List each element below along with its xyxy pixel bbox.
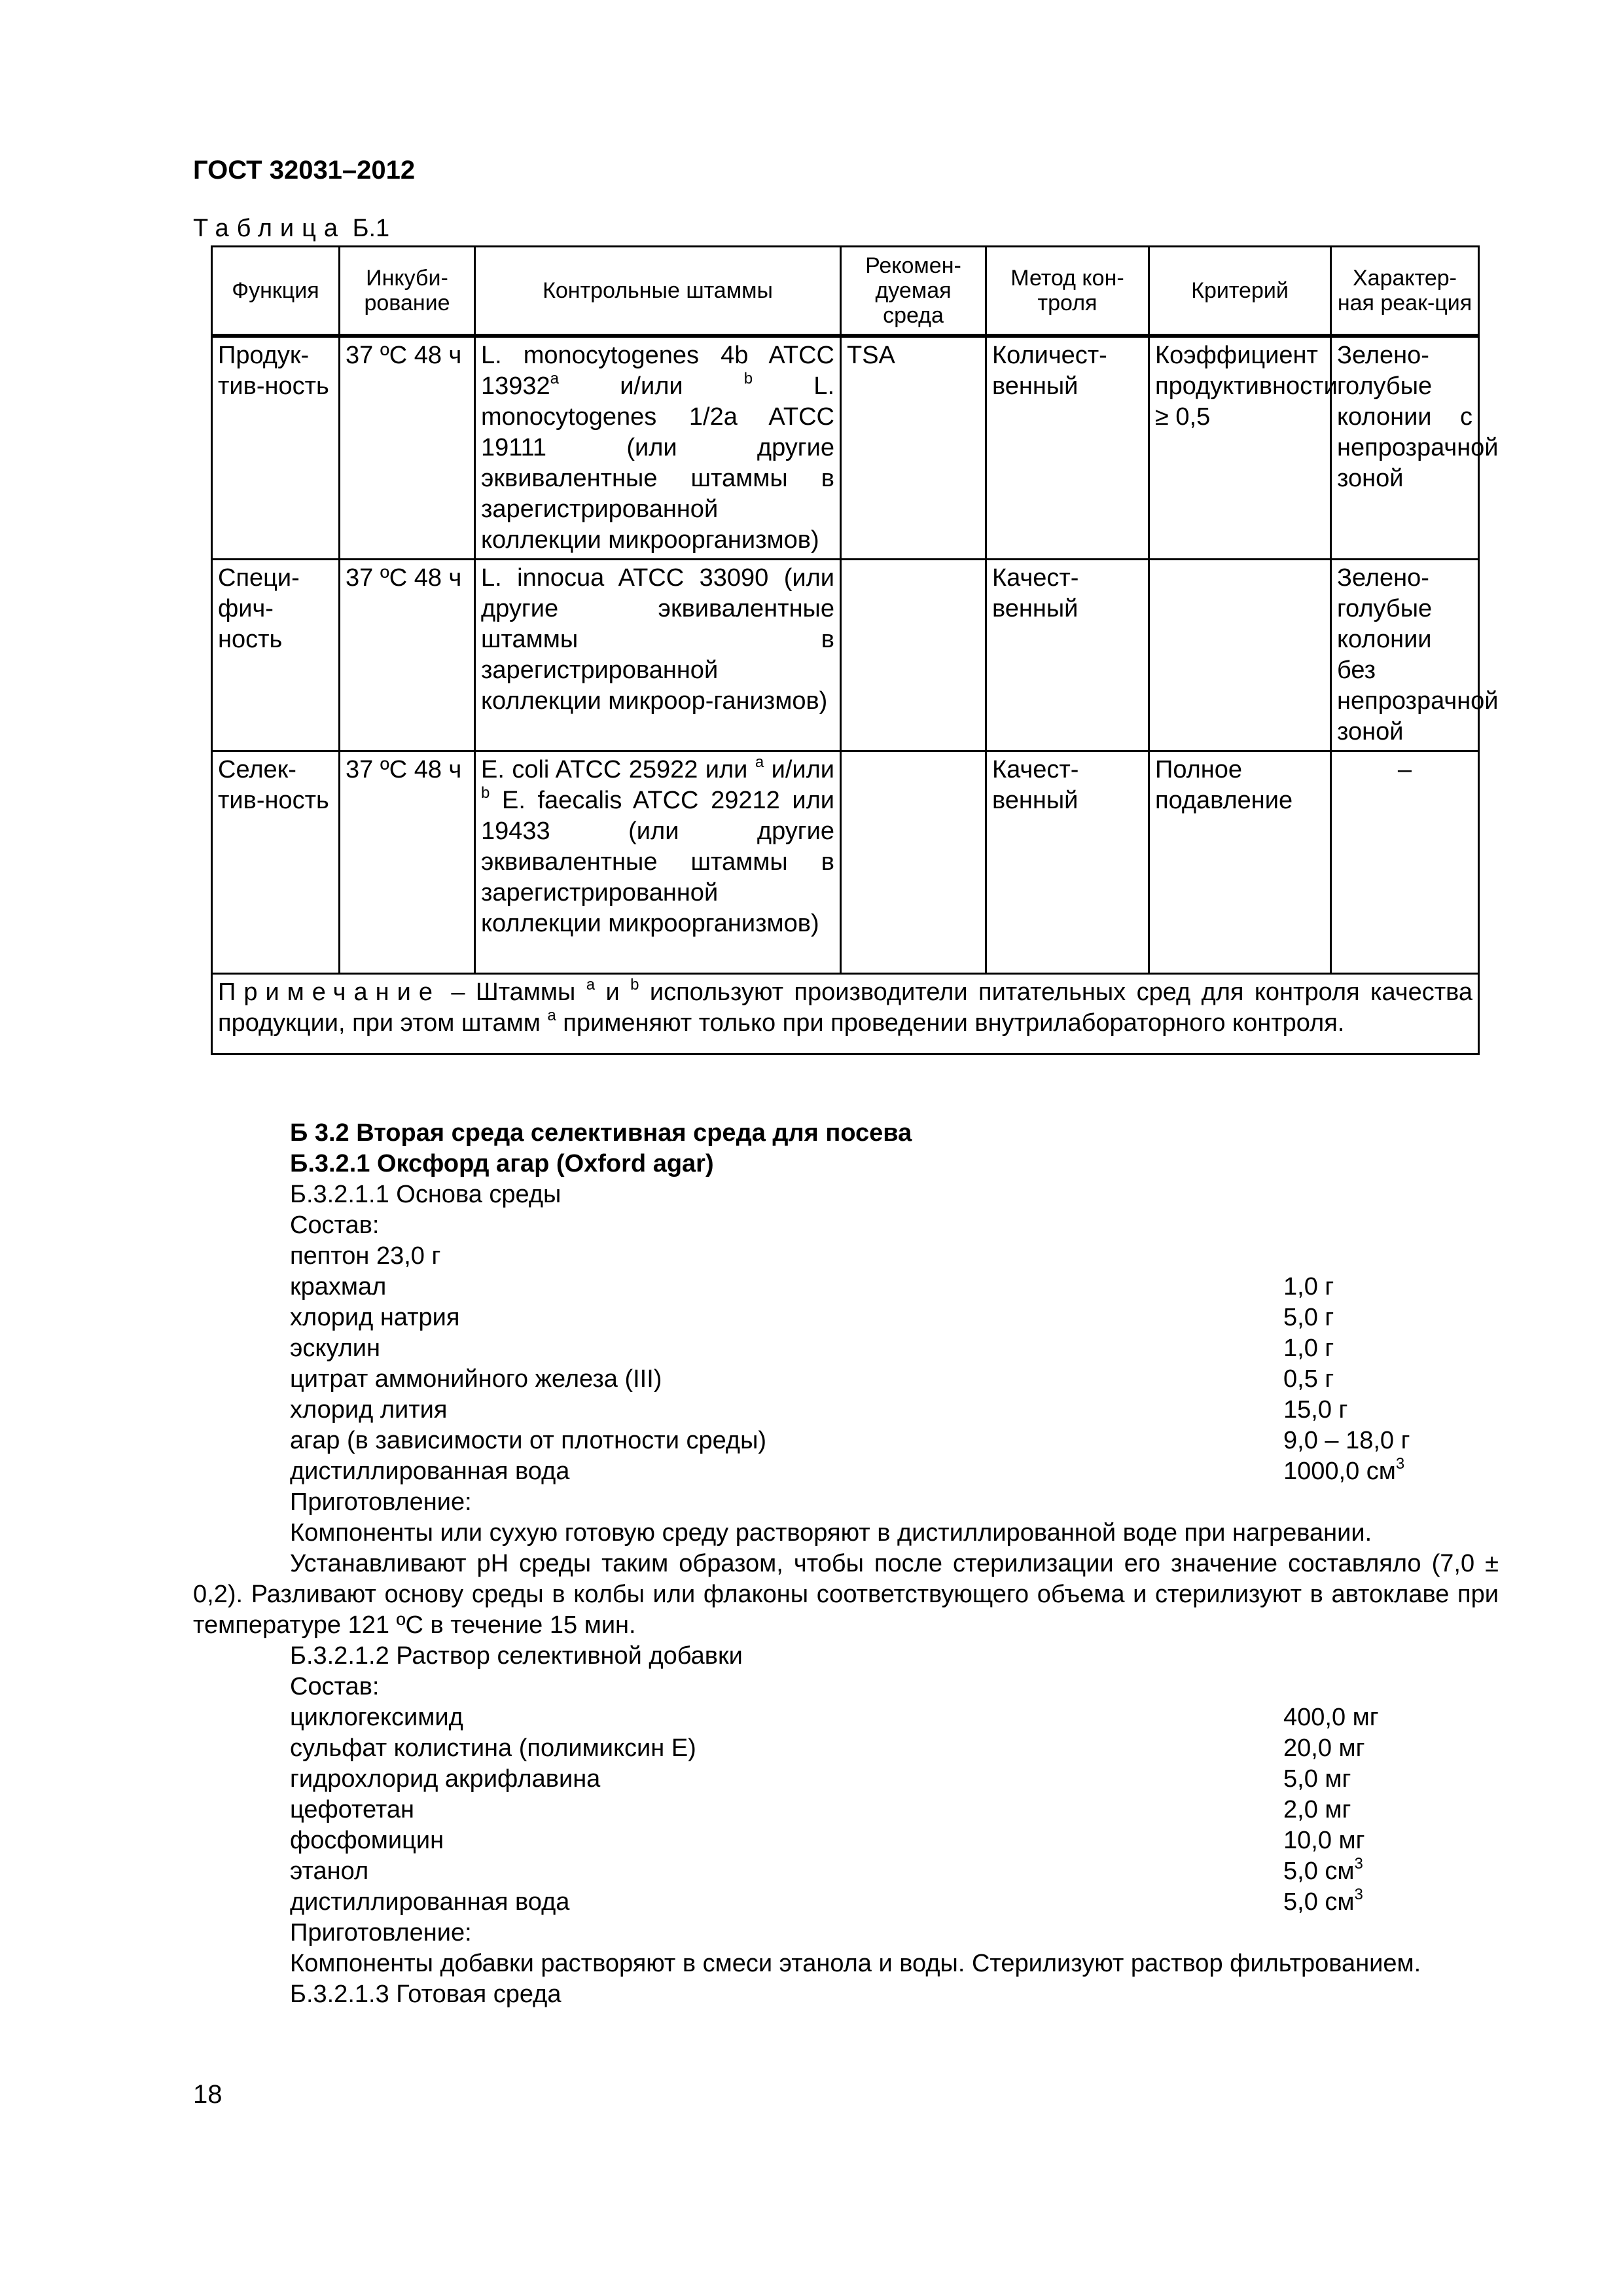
- col-header-method: Метод кон-троля: [986, 247, 1149, 336]
- cell-incubation: 37 ºС 48 ч: [340, 751, 475, 974]
- cell-function: Селек-тив-ность: [212, 751, 340, 974]
- cell-incubation: 37 ºС 48 ч: [340, 560, 475, 751]
- table-caption: [193, 215, 389, 243]
- clause-ready-medium: Б.3.2.1.3 Готовая среда: [290, 1981, 562, 2008]
- col-header-medium: Рекомен-дуемая среда: [841, 247, 986, 336]
- cell-reaction: Зелено-голубые колонии с непрозрачной зоной: [1331, 336, 1479, 560]
- table-row: [212, 751, 1479, 974]
- clause-additive: Б.3.2.1.2 Раствор селективной добавки: [290, 1642, 743, 1670]
- ingredient-row: хлорид лития 15,0 г: [290, 1396, 1348, 1424]
- table-note: Примечание – Штаммы $^a$ и $^b$ используют производители питательных сред для контроля качества продукции, при этом штамм $^a$ применяют только при проведении внутрилабораторного контроля.: [212, 974, 1479, 1054]
- ingredient-row: этанол 5,0 $см^3$: [290, 1855, 1363, 1885]
- subsection-heading: Б.3.2.1 Оксфорд агар (Oxford agar): [290, 1150, 714, 1177]
- col-header-strains: Контрольные штаммы: [475, 247, 841, 336]
- table-row: [212, 560, 1479, 751]
- col-header-criterion: Критерий: [1149, 247, 1331, 336]
- note-label: Примечание: [218, 978, 440, 1006]
- cell-method: Количест-венный: [986, 336, 1149, 560]
- document-header: ГОСТ 32031–2012: [193, 156, 416, 185]
- preparation-label: Приготовление:: [290, 1919, 472, 1946]
- col-header-reaction: Характер-ная реак-ция: [1331, 247, 1479, 336]
- ingredient-row: агар (в зависимости от плотности среды) 9,0 – 18,0 г: [290, 1427, 1410, 1454]
- ingredient-row: хлорид натрия 5,0 г: [290, 1304, 1334, 1331]
- ingredient-row: цефотетан 2,0 мг: [290, 1796, 1351, 1823]
- col-header-incubation: Инкуби-рование: [340, 247, 475, 336]
- cell-method: Качест-венный: [986, 751, 1149, 974]
- ingredient-row: цитрат аммонийного железа (III) 0,5 г: [290, 1365, 1334, 1393]
- ingredient-peptone: пептон 23,0 г: [290, 1242, 441, 1270]
- table-caption-number: Б.1: [352, 215, 390, 242]
- col-header-function: Функция: [212, 247, 340, 336]
- ingredient-row: эскулин 1,0 г: [290, 1335, 1334, 1362]
- preparation-text: Устанавливают рН среды таким образом, чтобы после стерилизации его значение составляло (7,0 ± 0,2). Разливают основу среды в колбы или флаконы соответствующего объема и стерилизуют в автоклаве при температуре 121 ºС в течение 15 мин.: [193, 1550, 1499, 1639]
- ingredient-row: гидрохлорид акрифлавина 5,0 мг: [290, 1765, 1351, 1793]
- cell-reaction: –: [1331, 751, 1479, 974]
- ingredient-row: сульфат колистина (полимиксин Е) 20,0 мг: [290, 1734, 1365, 1762]
- section-body: [193, 1118, 1499, 2010]
- control-strains-table: [211, 245, 1499, 1055]
- preparation-text: Компоненты или сухую готовую среду растворяют в дистиллированной воде при нагревании.: [290, 1519, 1372, 1547]
- cell-medium: [841, 751, 986, 974]
- cell-medium: [841, 560, 986, 751]
- cell-reaction: Зелено-голубые колонии без непрозрачной зоной: [1331, 560, 1479, 751]
- ingredient-row: дистиллированная вода 5,0 $см^3$: [290, 1886, 1363, 1916]
- ingredient-row: крахмал 1,0 г: [290, 1273, 1334, 1300]
- cell-method: Качест-венный: [986, 560, 1149, 751]
- clause-base: Б.3.2.1.1 Основа среды: [290, 1181, 562, 1208]
- ingredient-row: фосфомицин 10,0 мг: [290, 1827, 1365, 1854]
- cell-criterion: [1149, 560, 1331, 751]
- cell-strains: L. monocytogenes 4b ATCC 13932$^a$ и/или $^b$ L. monocytogenes 1/2a ATCC 19111 (или другие эквивалентные штаммы в зарегистрированной коллекции микроорганизмов): [475, 336, 841, 560]
- page-number: 18: [193, 2080, 223, 2109]
- preparation-text: Компоненты добавки растворяют в смеси этанола и воды. Стерилизуют раствор фильтрованием.: [290, 1950, 1421, 1977]
- cell-function: Специ-фич-ность: [212, 560, 340, 751]
- preparation-label: Приготовление:: [290, 1488, 472, 1516]
- composition-label: Состав:: [290, 1211, 380, 1239]
- section-heading: Б 3.2 Вторая среда селективная среда для посева: [290, 1119, 912, 1147]
- cell-incubation: 37 ºС 48 ч: [340, 336, 475, 560]
- cell-criterion: Полное подавление: [1149, 751, 1331, 974]
- cell-criterion: Коэффициент продуктивности ≥ 0,5: [1149, 336, 1331, 560]
- table-caption-word: Таблица: [193, 215, 346, 242]
- cell-medium: TSA: [841, 336, 986, 560]
- cell-function: Продук-тив-ность: [212, 336, 340, 560]
- table-header-row: [212, 247, 1479, 336]
- table-note-row: [212, 974, 1479, 1054]
- cell-strains: E. coli ATCC 25922 или $^a$ и/или $^b$ E. faecalis ATCC 29212 или 19433 (или другие эквивалентные штаммы в зарегистрированной коллекции микроорганизмов): [475, 751, 841, 974]
- ingredient-row: циклогексимид 400,0 мг: [290, 1704, 1379, 1731]
- composition-label: Состав:: [290, 1673, 380, 1700]
- ingredient-row: дистиллированная вода 1000,0 $см^3$: [290, 1455, 1405, 1485]
- table-row: [212, 336, 1479, 560]
- cell-strains: L. innocua ATCC 33090 (или другие эквивалентные штаммы в зарегистрированной коллекции микроор-ганизмов): [475, 560, 841, 751]
